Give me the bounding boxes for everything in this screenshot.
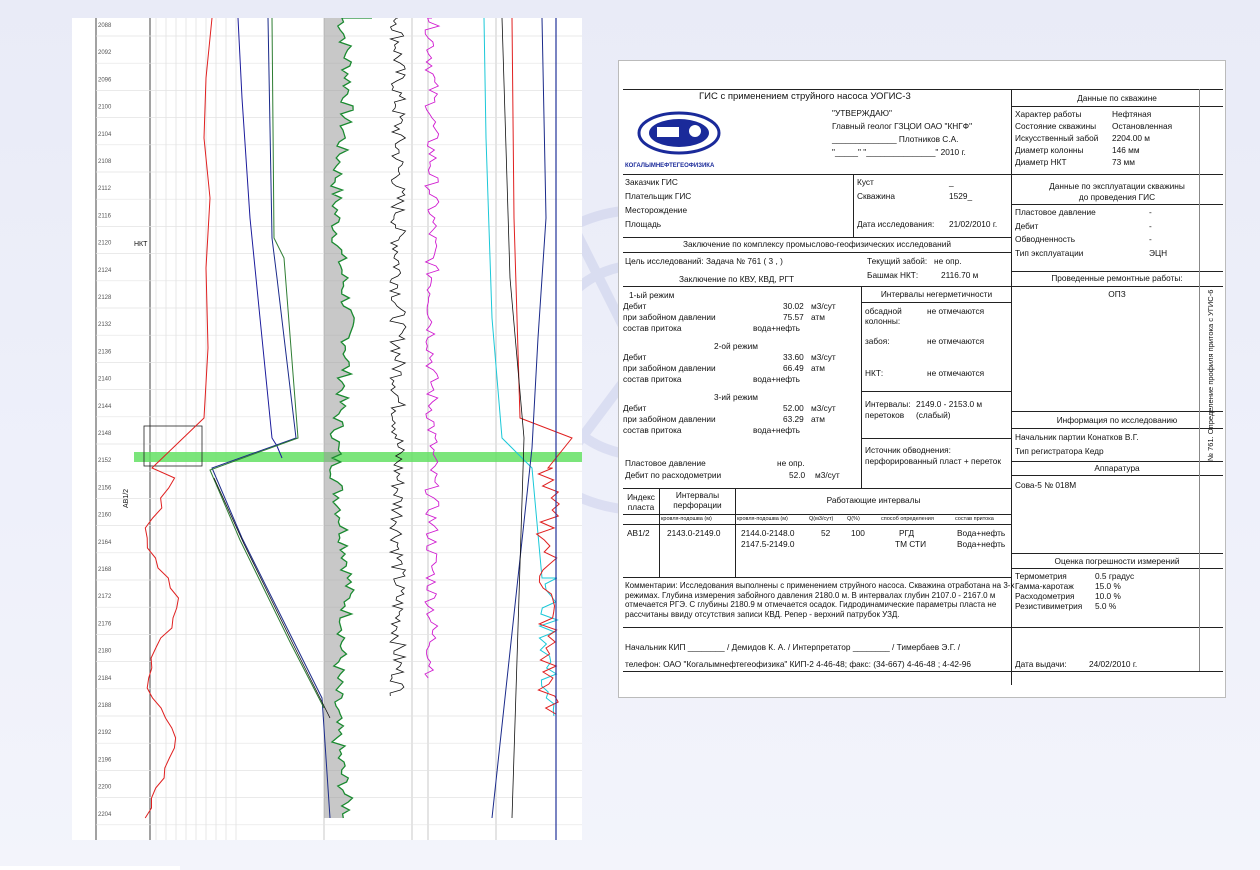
area-label: Площадь: [625, 219, 662, 229]
error-value: 5.0 %: [1095, 601, 1117, 611]
info-header: Информация по исследованию: [1056, 415, 1178, 425]
debit-unit: м3/сут: [811, 352, 836, 362]
pressure-unit: атм: [811, 363, 825, 373]
pressure-value: 66.49: [783, 363, 804, 373]
well-data-value: Остановленная: [1112, 121, 1173, 131]
row-flow-1: Вода+нефть: [957, 528, 1006, 538]
depth-tick-label: 2172: [98, 594, 112, 601]
depth-tick-label: 2092: [98, 50, 112, 57]
leak-key: НКТ:: [865, 368, 884, 378]
density-curve: [210, 18, 324, 708]
depth-tick-label: 2180: [98, 648, 112, 655]
resistivity-curve: [212, 18, 330, 818]
overflow-value: (слабый): [916, 410, 951, 420]
well-data-key: Состояние скважины: [1015, 121, 1097, 131]
table-subheader-cell: кровля-подошва (м): [661, 516, 712, 522]
flow-label: состав притока: [623, 425, 682, 435]
well-data-key: Искусственный забой: [1015, 133, 1099, 143]
interval-value: 2149.0 - 2153.0 м: [916, 399, 983, 409]
flow-value: вода+нефть: [753, 425, 801, 435]
pressure-label: при забойном давлении: [623, 363, 716, 373]
reservoir-pressure-value: не опр.: [777, 458, 805, 468]
pressure-label: при забойном давлении: [623, 414, 716, 424]
well-log-chart: [72, 18, 582, 840]
abs-label: АВ1/2: [123, 488, 130, 508]
exploit-value: -: [1149, 234, 1152, 244]
payer-label: Плательщик ГИС: [625, 191, 692, 201]
row-index: АВ1/2: [627, 528, 650, 538]
depth-tick-label: 2128: [98, 295, 112, 301]
well-data-key: Диаметр НКТ: [1015, 157, 1067, 167]
table-subheader-cell: состав притока: [955, 516, 994, 522]
depth-tick-label: 2192: [98, 730, 112, 737]
exploit-value: ЭЦН: [1149, 247, 1168, 258]
depth-tick-label: 2116: [98, 213, 111, 220]
table-subheader-cell: Q(м3/сут): [809, 516, 834, 522]
nkt-shoe-value: 2116.70 м: [941, 270, 979, 280]
locator-curve: [390, 18, 406, 696]
well-log-panel: [72, 18, 582, 840]
exploit-key: Тип эксплуатации: [1015, 247, 1084, 258]
perforation-highlight: [134, 452, 582, 462]
pressure-unit: атм: [811, 312, 825, 322]
well-data-value: 2204.00 м: [1112, 133, 1151, 143]
table-header-working: Работающие интервалы: [826, 495, 921, 505]
registrator-type: Тип регистратора Кедр: [1015, 446, 1104, 456]
depth-tick-label: 2144: [98, 403, 112, 410]
error-key: Расходометрия: [1015, 591, 1075, 601]
errors-header: Оценка погрешности измерений: [1054, 556, 1180, 566]
depth-tick-label: 2168: [98, 567, 112, 573]
debit-value: 52.00: [783, 403, 804, 413]
approve-line-2: Главный геолог ГЗЦОИ ОАО "КНГФ": [832, 121, 973, 131]
apparatus-value: Сова-5 № 018М: [1015, 480, 1077, 490]
flowmeter-unit: м3/сут: [815, 470, 840, 480]
exploit-header-2: до проведения ГИС: [1078, 192, 1156, 202]
well-value: 1529_: [949, 191, 973, 201]
report-title: ГИС с применением струйного насоса УОГИС-3: [699, 91, 911, 102]
leak-value: не отмечаются: [927, 306, 985, 316]
approve-line-3: ______________ Плотников С.А.: [832, 134, 959, 144]
report-sheet: [618, 60, 1226, 698]
debit-value: 30.02: [783, 301, 804, 311]
depth-tick-label: 2200: [98, 784, 112, 791]
depth-tick-label: 2088: [98, 23, 112, 29]
source-label: Источник обводнения:: [865, 445, 951, 455]
current-bottom-value: не опр.: [934, 256, 962, 266]
regime-name: 1-ый режим: [629, 290, 675, 300]
error-key: Гамма-каротаж: [1015, 581, 1074, 591]
flow-value: вода+нефть: [753, 323, 801, 333]
research-goal: Цель исследований: Задача № 761 ( 3 , ): [625, 256, 783, 266]
thermo-curve-2: [484, 18, 557, 716]
row-working-2: 2147.5-2149.0: [741, 539, 795, 549]
leak-value: не отмечаются: [927, 336, 985, 346]
approve-line-4: "_____" "_______________" 2010 г.: [832, 147, 966, 157]
pressure-unit: атм: [811, 414, 825, 424]
table-subheader-cell: способ определения: [881, 516, 934, 522]
kvu-header: Заключение по КВУ, КВД, РГТ: [679, 274, 795, 284]
nkt-shoe-label: Башмак НКТ:: [867, 270, 919, 280]
depth-tick-label: 2184: [98, 675, 112, 682]
overflow-label: перетоков: [865, 410, 905, 420]
row-q-percent: 100: [851, 528, 865, 538]
flowmeter-value: 52.0: [789, 470, 806, 480]
error-value: 0.5 градус: [1095, 571, 1135, 581]
nkt-label: НКТ: [134, 241, 148, 248]
well-label: Скважина: [857, 191, 895, 201]
conclusion-complex-header: Заключение по комплексу промыслово-геофизических исследований: [682, 239, 952, 249]
debit-label: Дебит: [623, 352, 647, 362]
leak-key: обсадной колонны:: [865, 306, 902, 326]
kust-label: Куст: [857, 177, 874, 187]
customer-label: Заказчик ГИС: [625, 177, 678, 187]
debit-value: 33.60: [783, 352, 804, 362]
depth-tick-label: 2120: [98, 240, 112, 247]
leak-value: не отмечаются: [927, 368, 985, 378]
interval-label: Интервалы:: [865, 399, 911, 409]
regime-name: 2-ой режим: [714, 341, 758, 351]
field-label: Месторождение: [625, 205, 688, 215]
current-bottom-label: Текущий забой:: [867, 256, 928, 266]
row-working-1: 2144.0-2148.0: [741, 528, 795, 538]
gamma-fill: [324, 18, 372, 818]
depth-tick-label: 2176: [98, 621, 112, 628]
error-value: 15.0 %: [1095, 581, 1121, 591]
source-value: перфорированный пласт + переток: [865, 456, 1001, 466]
depth-tick-label: 2156: [98, 485, 112, 492]
depth-tick-label: 2188: [98, 703, 112, 709]
exploit-value: -: [1149, 220, 1152, 231]
bottom-strip: [0, 866, 180, 870]
exploit-key: Обводненность: [1015, 234, 1076, 244]
approve-line-1: "УТВЕРЖДАЮ": [832, 108, 892, 118]
exploit-key: Дебит: [1015, 220, 1039, 231]
comments: Комментарии: Исследования выполнены с применением струйного насоса. Скважина отработана на 3-х режимах. Глубина измерения забойного давления 2180.0 м. В интервалах глубин 2107.0 - 2167.0 м отмечается РГЭ. С глубины 2180.9 м отмечается осадок. Гидродинамические параметры пласта не рассчитаны ввиду отсутствия записи КВД. Репер - верхний патрубок УЗД.: [625, 581, 1015, 619]
table-subheader-cell: кровля-подошва (м): [737, 516, 788, 522]
party-chief: Начальник партии Конатков В.Г.: [1015, 432, 1139, 442]
depth-tick-label: 2196: [98, 757, 112, 764]
row-flow-2: Вода+нефть: [957, 539, 1006, 549]
temperature-curve: [145, 18, 212, 818]
row-method-2: ТМ СТИ: [895, 539, 927, 549]
depth-tick-label: 2124: [98, 267, 112, 274]
repairs-header: Проведенные ремонтные работы:: [1051, 273, 1183, 283]
flow-label: состав притока: [623, 323, 682, 333]
exploit-header-1: Данные по эксплуатации скважины: [1049, 181, 1185, 191]
flow-value: вода+нефть: [753, 374, 801, 384]
error-key: Резистивиметрия: [1015, 601, 1083, 611]
error-key: Термометрия: [1015, 571, 1067, 581]
depth-tick-label: 2160: [98, 512, 112, 519]
depth-tick-label: 2204: [98, 811, 112, 818]
issue-date-value: 24/02/2010 г.: [1089, 659, 1138, 669]
research-date-label: Дата исследования:: [857, 219, 935, 229]
pressure-value: 63.29: [783, 414, 804, 424]
debit-unit: м3/сут: [811, 301, 836, 311]
depth-tick-label: 2104: [98, 131, 112, 138]
debit-label: Дебит: [623, 403, 647, 413]
table-header-index: Индекс пласта: [627, 492, 655, 512]
depth-tick-label: 2100: [98, 104, 112, 111]
exploit-key: Пластовое давление: [1015, 207, 1096, 217]
debit-unit: м3/сут: [811, 403, 836, 413]
depth-tick-label: 2132: [98, 322, 112, 329]
well-data-value: 146 мм: [1112, 145, 1140, 155]
well-data-value: 73 мм: [1112, 157, 1135, 167]
phone-line: телефон: ОАО "Когалымнефтегеофизика" КИП-2 4-46-48; факс: (34-667) 4-46-48 ; 4-42-96: [625, 659, 972, 669]
row-perf: 2143.0-2149.0: [667, 528, 721, 538]
depth-tick-label: 2136: [98, 349, 112, 356]
debit-label: Дебит: [623, 301, 647, 311]
flowmeter-label: Дебит по расходометрии: [625, 470, 722, 480]
well-data-header: Данные по скважине: [1077, 93, 1157, 103]
leak-key: забоя:: [865, 336, 890, 346]
table-header-perf: Интервалы перфорации: [673, 490, 722, 510]
exploit-value: -: [1149, 207, 1152, 217]
apparatus-header: Аппаратура: [1094, 463, 1140, 473]
pressure-curve: [238, 18, 282, 458]
well-data-key: Характер работы: [1015, 109, 1082, 119]
repairs-value: ОПЗ: [1108, 289, 1126, 299]
row-method-1: РГД: [899, 528, 915, 538]
flow-label: состав притока: [623, 374, 682, 384]
kust-value: _: [949, 177, 954, 187]
depth-tick-label: 2148: [98, 431, 112, 437]
depth-tick-label: 2140: [98, 376, 112, 383]
issue-date-label: Дата выдачи:: [1015, 659, 1067, 669]
row-q: 52: [821, 528, 831, 538]
vertical-caption: № 761. Определение профиля притока с УГИС-6: [1206, 289, 1215, 461]
pressure-label: при забойном давлении: [623, 312, 716, 322]
research-date-value: 21/02/2010 г.: [949, 219, 998, 229]
table-subheader-cell: Q(%): [847, 516, 860, 522]
depth-tick-label: 2108: [98, 159, 112, 165]
error-value: 10.0 %: [1095, 591, 1121, 601]
depth-tick-label: 2112: [98, 186, 111, 193]
reservoir-pressure-label: Пластовое давление: [625, 458, 706, 468]
well-data-value: Нефтяная: [1112, 109, 1152, 119]
flow-curve: [425, 18, 439, 678]
depth-tick-label: 2096: [98, 77, 112, 84]
logo-caption: КОГАЛЫМНЕФТЕГЕОФИЗИКА: [625, 163, 715, 169]
signatures: Начальник КИП ________ / Демидов К. А. / Интерпретатор ________ / Тимербаев Э.Г. /: [625, 642, 961, 652]
pressure-value: 75.57: [783, 312, 804, 322]
depth-tick-label: 2152: [98, 458, 112, 465]
leak-header: Интервалы негерметичности: [880, 289, 993, 299]
depth-tick-label: 2164: [98, 539, 112, 546]
well-data-key: Диаметр колонны: [1015, 145, 1084, 155]
regime-name: 3-ий режим: [714, 392, 758, 402]
